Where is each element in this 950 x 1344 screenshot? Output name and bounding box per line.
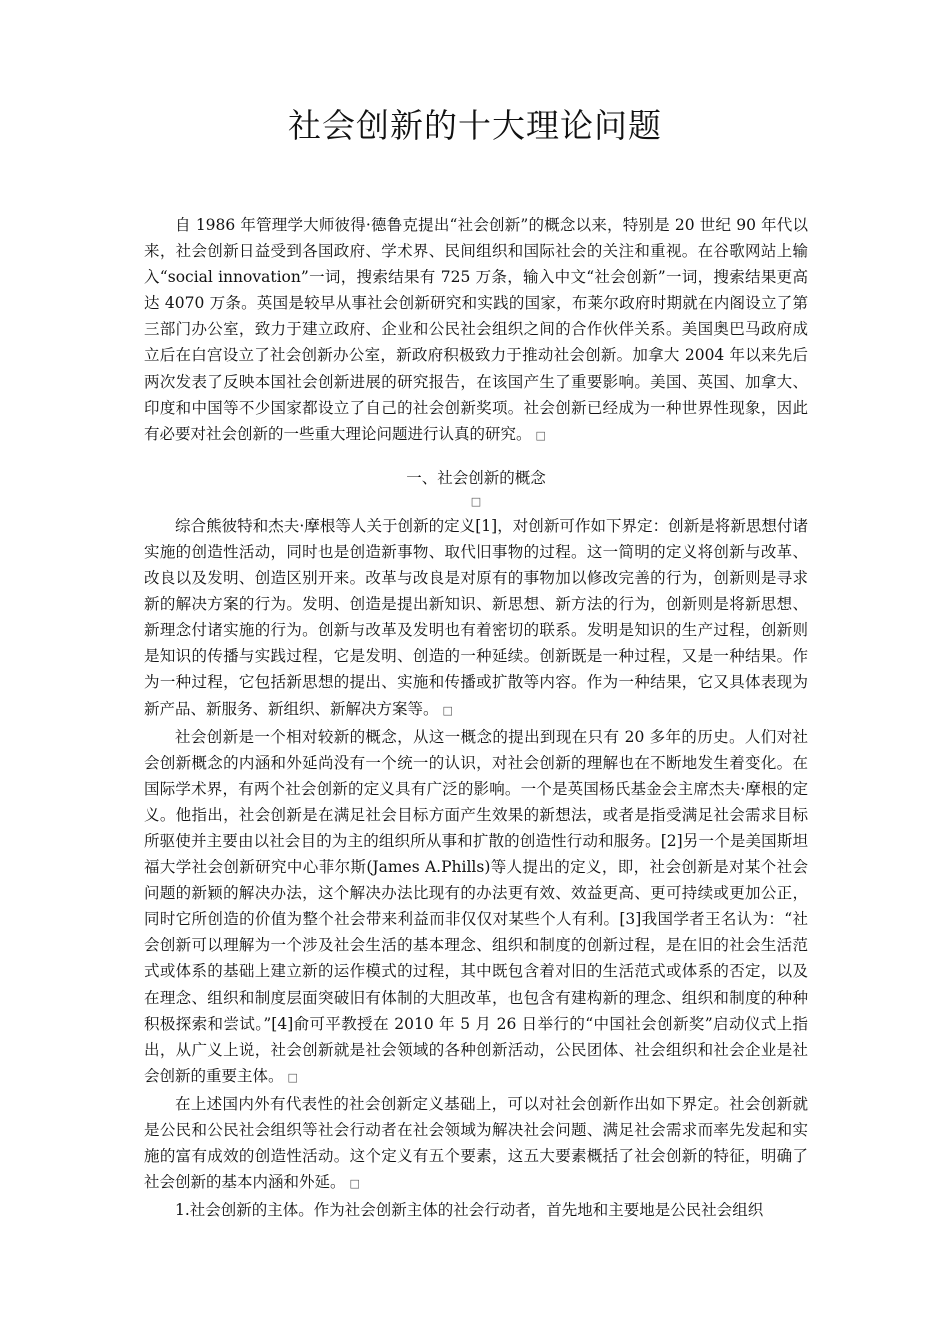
- paragraph-mark: □: [287, 1070, 298, 1084]
- body-paragraph: [144, 1091, 808, 1197]
- paragraph-text: 在上述国内外有代表性的社会创新定义基础上，可以对社会创新作出如下界定。社会创新就是公民和公民社会组织等社会行动者在社会领域为解决社会问题、满足社会需求而率先发起和实施的富有成效的创造性活动。这个定义有五个要素，这五大要素概括了社会创新的特征，明确了社会创新的基本内涵和外延。: [144, 1094, 808, 1192]
- paragraph-text: 综合熊彼特和杰夫·摩根等人关于创新的定义[1]，对创新可作如下界定：创新是将新思想付诸实施的创造性活动，同时也是创造新事物、取代旧事物的过程。这一简明的定义将创新与改革、改良以及发明、创造区别开来。改革与改良是对原有的事物加以修改完善的行为，创新则是寻求新的解决方案的行为。发明、创造是提出新知识、新思想、新方法的行为，创新则是将新思想、新理念付诸实施的行为。创新与改革及发明也有着密切的联系。发明是知识的生产过程，创新则是知识的传播与实践过程，它是发明、创造的一种延续。创新既是一种过程，又是一种结果。作为一种过程，它包括新思想的提出、实施和传播或扩散等内容。作为一种结果，它又具体表现为新产品、新服务、新组织、新解决方案等。: [144, 516, 808, 718]
- document-title: 社会创新的十大理论问题: [288, 106, 662, 145]
- paragraph-mark: □: [470, 494, 482, 508]
- paragraph-mark: □: [442, 703, 453, 717]
- paragraph-text: 1.社会创新的主体。作为社会创新主体的社会行动者，首先地和主要地是公民社会组织: [175, 1201, 764, 1220]
- body-paragraph: [144, 513, 808, 724]
- intro-text: 自 1986 年管理学大师彼得·德鲁克提出“社会创新”的概念以来，特别是 20 世纪 90 年代以来，社会创新日益受到各国政府、学术界、民间组织和国际社会的关注和重视。在谷歌网站上输入“social innovation”一词，搜索结果有 725 万条，输入中文“社会创新”一词，搜索结果更高达 4070 万条。英国是较早从事社会创新研究和实践的国家，布莱尔政府时期就在内阁设立了第三部门办公室，致力于建立政府、企业和公民社会组织之间的合作伙伴关系。美国奥巴马政府成立后在白宫设立了社会创新办公室，新政府积极致力于推动社会创新。加拿大 2004 年以来先后两次发表了反映本国社会创新进展的研究报告，在该国产生了重要影响。美国、英国、加拿大、印度和中国等不少国家都设立了自己的社会创新奖项。社会创新已经成为一种世界性现象，因此有必要对社会创新的一些重大理论问题进行认真的研究。: [144, 216, 808, 443]
- document-body: [144, 212, 808, 1223]
- section-heading: 一、社会创新的概念: [406, 468, 546, 487]
- section-concept: [144, 465, 808, 1224]
- paragraph-mark: □: [535, 428, 546, 442]
- paragraph-text: 社会创新是一个相对较新的概念，从这一概念的提出到现在只有 20 多年的历史。人们对社会创新概念的内涵和外延尚没有一个统一的认识，对社会创新的理解也在不断地发生着变化。在国际学术界，有两个社会创新的定义具有广泛的影响。一个是英国杨氏基金会主席杰夫·摩根的定义。他指出，社会创新是在满足社会目标方面产生效果的新想法，或者是指受满足社会需求目标所驱使并主要由以社会目的为主的组织所从事和扩散的创造性行动和服务。[2]另一个是美国斯坦福大学社会创新研究中心菲尔斯(James A.Phills)等人提出的定义，即，社会创新是对某个社会问题的新颖的解决办法，这个解决办法比现有的办法更有效、效益更高、更可持续或更加公正，同时它所创造的价值为整个社会带来利益而非仅仅对某些个人有利。[3]我国学者王名认为：“社会创新可以理解为一个涉及社会生活的基本理念、组织和制度的创新过程，是在旧的社会生活范式或体系的基础上建立新的运作模式的过程，其中既包含着对旧的生活范式或体系的否定，以及在理念、组织和制度层面突破旧有体制的大胆改革，也包含有建构新的理念、组织和制度的种种积极探索和尝试。”[4]俞可平教授在 2010 年 5 月 26 日举行的“中国社会创新奖”启动仪式上指出，从广义上说，社会创新就是社会领域的各种创新活动，公民团体、社会组织和社会企业是社会创新的重要主体。: [144, 727, 808, 1085]
- paragraph-mark: □: [349, 1177, 360, 1191]
- intro-paragraph: [144, 212, 808, 449]
- body-paragraph: [144, 724, 808, 1091]
- body-paragraph: [144, 1197, 808, 1223]
